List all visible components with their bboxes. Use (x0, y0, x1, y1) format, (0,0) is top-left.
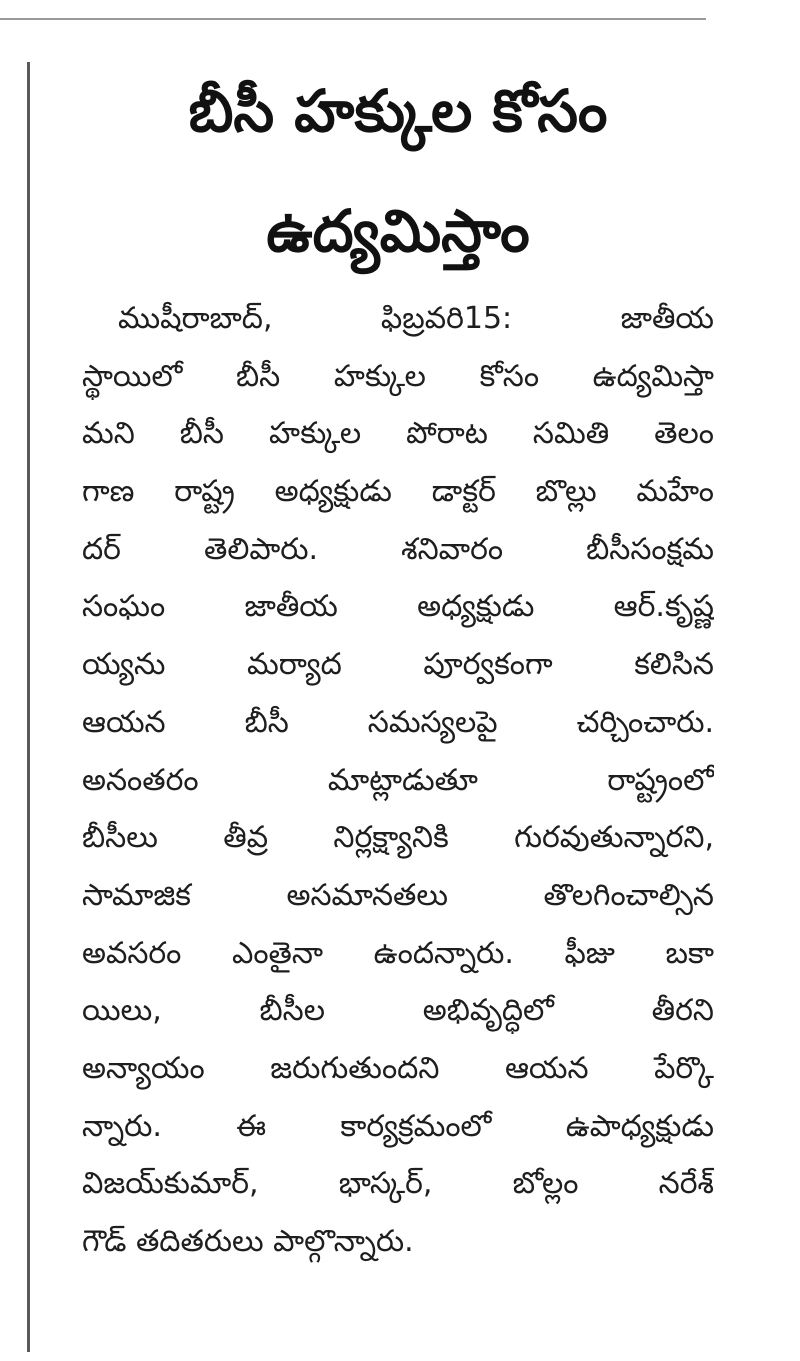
body-line: అనంతరం మాట్లాడుతూ రాష్ట్రంలో (82, 762, 714, 798)
body-line: దర్ తెలిపారు. శనివారం బీసీసంక్షమ (82, 531, 714, 567)
body-line: ముషీరాబాద్, ఫిబ్రవరి15: జాతీయ (118, 301, 714, 336)
body-line: సామాజిక అసమానతలు తొలగించాల్సిన (82, 877, 714, 913)
article-body (82, 290, 714, 1271)
column-divider-rule (27, 62, 30, 1352)
body-line: విజయ్‌కుమార్, భాస్కర్, బోల్లం నరేశ్ (82, 1166, 714, 1202)
body-line: సంఘం జాతీయ అధ్యక్షుడు ఆర్.కృష్ణ (82, 589, 714, 625)
body-line: గౌడ్ తదితరులు పాల్గొన్నారు. (82, 1224, 414, 1259)
body-line: య్యను మర్యాద పూర్వకంగా కలిసిన (82, 647, 714, 683)
top-divider-rule (0, 18, 706, 20)
body-line: మని బీసీ హక్కుల పోరాట సమితి తెలం (82, 416, 714, 452)
body-line: అన్యాయం జరుగుతుందని ఆయన పేర్కొ (82, 1050, 714, 1086)
body-line: యిలు, బీసీల అభివృద్ధిలో తీరని (82, 993, 714, 1029)
body-line: ఆయన బీసీ సమస్యలపై చర్చించారు. (82, 704, 714, 740)
body-line: స్థాయిలో బీసీ హక్కుల కోసం ఉద్యమిస్తా (82, 358, 714, 394)
body-line: బీసీలు తీవ్ర నిర్లక్ష్యానికి గురవుతున్నారని, (82, 820, 714, 856)
headline-line-1: బీసీ హక్కుల కోసం (188, 77, 608, 145)
body-line: న్నారు. ఈ కార్యక్రమంలో ఉపాధ్యక్షుడు (82, 1108, 714, 1144)
headline-line-2: ఉద్యమిస్తాం (266, 197, 530, 265)
body-line: గాణ రాష్ట్ర అధ్యక్షుడు డాక్టర్ బొల్లు మహేం (82, 474, 714, 510)
body-line: అవసరం ఎంతైనా ఉందన్నారు. ఫీజు బకా (82, 935, 714, 971)
